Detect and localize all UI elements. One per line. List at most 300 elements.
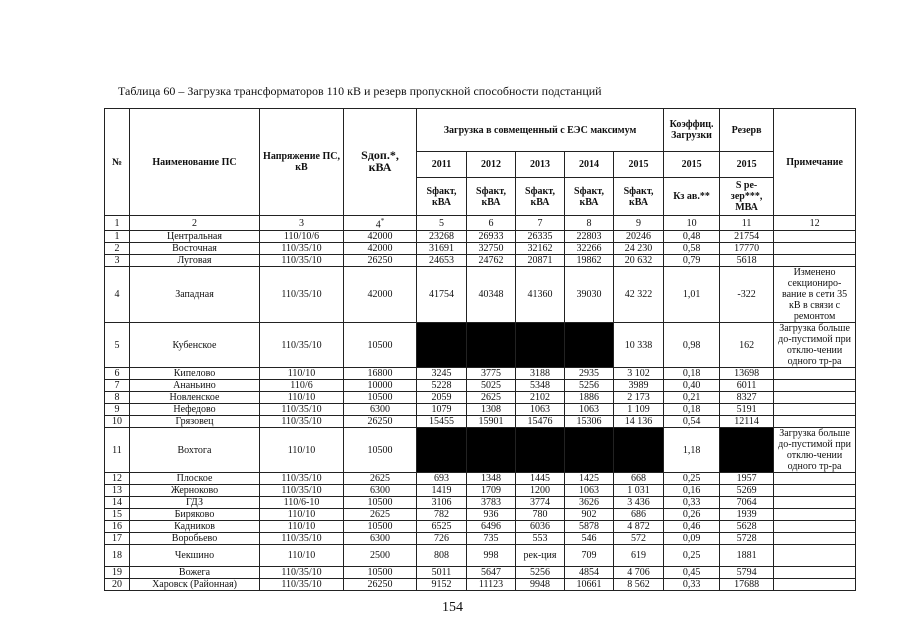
sdop-value: 10500 xyxy=(344,567,417,579)
load-2015: 572 xyxy=(614,533,664,545)
header-sdop xyxy=(344,109,417,216)
note-cell xyxy=(774,380,856,392)
reserve-value: 5618 xyxy=(720,255,774,267)
reserve-value: 1939 xyxy=(720,509,774,521)
load-2013: 26335 xyxy=(516,231,565,243)
load-2014: 1425 xyxy=(565,473,614,485)
kz-value: 0,48 xyxy=(664,231,720,243)
load-2013 xyxy=(516,323,565,368)
sdop-value: 10500 xyxy=(344,392,417,404)
row-number: 19 xyxy=(105,567,130,579)
voltage: 110/35/10 xyxy=(260,473,344,485)
row-number: 16 xyxy=(105,521,130,533)
substation-name: Луговая xyxy=(130,255,260,267)
header-year: 2012 xyxy=(467,152,516,178)
load-2011: 5228 xyxy=(417,380,467,392)
load-2015: 1 031 xyxy=(614,485,664,497)
kz-value: 0,98 xyxy=(664,323,720,368)
table-row xyxy=(105,267,856,323)
row-number: 9 xyxy=(105,404,130,416)
reserve-value: 1957 xyxy=(720,473,774,485)
load-2011: 9152 xyxy=(417,579,467,591)
sdop-value: 42000 xyxy=(344,243,417,255)
table-row xyxy=(105,392,856,404)
voltage: 110/35/10 xyxy=(260,243,344,255)
load-2014: 19862 xyxy=(565,255,614,267)
load-2014: 709 xyxy=(565,545,614,567)
kz-value: 0,54 xyxy=(664,416,720,428)
row-number: 8 xyxy=(105,392,130,404)
reserve-value: 17770 xyxy=(720,243,774,255)
header-sfact: Sфакт, кВА xyxy=(565,178,614,216)
load-2012: 26933 xyxy=(467,231,516,243)
note-cell xyxy=(774,404,856,416)
load-2013: 1063 xyxy=(516,404,565,416)
load-2013: 5348 xyxy=(516,380,565,392)
kz-value: 0,33 xyxy=(664,497,720,509)
load-2015 xyxy=(614,428,664,473)
row-number: 14 xyxy=(105,497,130,509)
load-2015: 686 xyxy=(614,509,664,521)
header-sres: S ре-зер***, МВА xyxy=(720,178,774,216)
load-2011: 3106 xyxy=(417,497,467,509)
voltage: 110/35/10 xyxy=(260,533,344,545)
note-cell xyxy=(774,509,856,521)
load-2011: 693 xyxy=(417,473,467,485)
substation-name: Биряково xyxy=(130,509,260,521)
reserve-value: 5269 xyxy=(720,485,774,497)
sdop-value: 42000 xyxy=(344,267,417,323)
table-row xyxy=(105,255,856,267)
column-number-row xyxy=(105,216,856,231)
header-year: 2011 xyxy=(417,152,467,178)
load-2013: 553 xyxy=(516,533,565,545)
load-2015: 4 706 xyxy=(614,567,664,579)
asterisk-mark: * xyxy=(380,217,385,225)
load-2014: 5256 xyxy=(565,380,614,392)
voltage: 110/10 xyxy=(260,545,344,567)
header-num: № xyxy=(105,109,130,216)
load-2011: 41754 xyxy=(417,267,467,323)
load-2015: 3989 xyxy=(614,380,664,392)
kz-value: 0,18 xyxy=(664,404,720,416)
voltage: 110/10 xyxy=(260,509,344,521)
header-sfact: Sфакт, кВА xyxy=(614,178,664,216)
load-2015: 14 136 xyxy=(614,416,664,428)
load-2011: 5011 xyxy=(417,567,467,579)
load-2014: 2935 xyxy=(565,368,614,380)
load-2015: 20246 xyxy=(614,231,664,243)
header-year: 2014 xyxy=(565,152,614,178)
row-number: 18 xyxy=(105,545,130,567)
load-2011: 808 xyxy=(417,545,467,567)
voltage: 110/6-10 xyxy=(260,497,344,509)
sdop-value: 26250 xyxy=(344,579,417,591)
kz-value: 0,33 xyxy=(664,579,720,591)
sdop-value: 2500 xyxy=(344,545,417,567)
note-cell xyxy=(774,416,856,428)
load-2011: 3245 xyxy=(417,368,467,380)
substation-name: Кубенское xyxy=(130,323,260,368)
note-cell: Загрузка больше до-пустимой при отклю-чении одного тр-ра xyxy=(774,428,856,473)
note-cell xyxy=(774,533,856,545)
voltage: 110/35/10 xyxy=(260,255,344,267)
kz-value: 0,26 xyxy=(664,509,720,521)
substation-name: Харовск (Районная) xyxy=(130,579,260,591)
load-2015: 4 872 xyxy=(614,521,664,533)
substation-name: Ананьино xyxy=(130,380,260,392)
load-2014: 1063 xyxy=(565,404,614,416)
table-row xyxy=(105,368,856,380)
reserve-value: 5794 xyxy=(720,567,774,579)
load-2015: 668 xyxy=(614,473,664,485)
load-2015: 20 632 xyxy=(614,255,664,267)
kz-value: 0,45 xyxy=(664,567,720,579)
header-reserve-year: 2015 xyxy=(720,152,774,178)
voltage: 110/35/10 xyxy=(260,567,344,579)
load-2013: 2102 xyxy=(516,392,565,404)
substation-name: Грязовец xyxy=(130,416,260,428)
load-2013: рек-ция xyxy=(516,545,565,567)
header-sfact: Sфакт, кВА xyxy=(417,178,467,216)
load-2015: 2 173 xyxy=(614,392,664,404)
reserve-value: 1881 xyxy=(720,545,774,567)
sdop-value: 2625 xyxy=(344,509,417,521)
substation-name: Кадников xyxy=(130,521,260,533)
column-number: 6 xyxy=(467,216,516,231)
voltage: 110/6 xyxy=(260,380,344,392)
kz-value: 0,58 xyxy=(664,243,720,255)
page-number: 154 xyxy=(442,600,463,615)
load-2014: 22803 xyxy=(565,231,614,243)
sdop-value: 6300 xyxy=(344,404,417,416)
load-2012: 1308 xyxy=(467,404,516,416)
load-2013: 1445 xyxy=(516,473,565,485)
load-2012: 3783 xyxy=(467,497,516,509)
kz-value: 0,40 xyxy=(664,380,720,392)
load-2012 xyxy=(467,323,516,368)
sdop-value: 2625 xyxy=(344,473,417,485)
voltage: 110/35/10 xyxy=(260,485,344,497)
sdop-value: 6300 xyxy=(344,533,417,545)
load-2011: 6525 xyxy=(417,521,467,533)
load-2013: 9948 xyxy=(516,579,565,591)
load-2011: 1419 xyxy=(417,485,467,497)
substation-name: Плоское xyxy=(130,473,260,485)
load-2011: 726 xyxy=(417,533,467,545)
load-2014 xyxy=(565,323,614,368)
reserve-value: -322 xyxy=(720,267,774,323)
voltage: 110/35/10 xyxy=(260,579,344,591)
sdop-value: 16800 xyxy=(344,368,417,380)
load-2012: 11123 xyxy=(467,579,516,591)
kz-value: 0,79 xyxy=(664,255,720,267)
substation-name: Центральная xyxy=(130,231,260,243)
load-2013: 41360 xyxy=(516,267,565,323)
column-number: 9 xyxy=(614,216,664,231)
note-cell xyxy=(774,579,856,591)
voltage: 110/35/10 xyxy=(260,267,344,323)
header-name: Наименование ПС xyxy=(130,109,260,216)
load-2013: 3774 xyxy=(516,497,565,509)
column-number: 8 xyxy=(565,216,614,231)
reserve-value: 17688 xyxy=(720,579,774,591)
reserve-value: 162 xyxy=(720,323,774,368)
header-note: Примечание xyxy=(774,109,856,216)
kz-value: 0,25 xyxy=(664,473,720,485)
reserve-value: 5728 xyxy=(720,533,774,545)
kz-value: 0,25 xyxy=(664,545,720,567)
column-number: 1 xyxy=(105,216,130,231)
kz-value: 0,21 xyxy=(664,392,720,404)
kz-value: 1,18 xyxy=(664,428,720,473)
table-row xyxy=(105,521,856,533)
row-number: 17 xyxy=(105,533,130,545)
load-2014 xyxy=(565,428,614,473)
load-2014: 39030 xyxy=(565,267,614,323)
reserve-value: 21754 xyxy=(720,231,774,243)
reserve-value: 7064 xyxy=(720,497,774,509)
note-cell xyxy=(774,497,856,509)
load-2012: 1348 xyxy=(467,473,516,485)
header-year: 2015 xyxy=(614,152,664,178)
kz-value: 0,16 xyxy=(664,485,720,497)
voltage: 110/10 xyxy=(260,368,344,380)
voltage: 110/10 xyxy=(260,521,344,533)
row-number: 1 xyxy=(105,231,130,243)
substation-name: Воробьево xyxy=(130,533,260,545)
column-number: 12 xyxy=(774,216,856,231)
column-number: 2 xyxy=(130,216,260,231)
row-number: 2 xyxy=(105,243,130,255)
substation-name: Западная xyxy=(130,267,260,323)
row-number: 7 xyxy=(105,380,130,392)
reserve-value: 8327 xyxy=(720,392,774,404)
note-cell xyxy=(774,473,856,485)
table-row xyxy=(105,509,856,521)
header-load-group: Загрузка в совмещенный с ЕЭС максимум xyxy=(417,109,664,152)
load-2015: 42 322 xyxy=(614,267,664,323)
load-2014: 902 xyxy=(565,509,614,521)
load-2013: 32162 xyxy=(516,243,565,255)
load-2012: 3775 xyxy=(467,368,516,380)
note-cell: Изменено секциониро-вание в сети 35 кВ в связи с ремонтом xyxy=(774,267,856,323)
load-2011: 24653 xyxy=(417,255,467,267)
load-2015: 3 102 xyxy=(614,368,664,380)
table-row xyxy=(105,380,856,392)
sdop-value: 26250 xyxy=(344,416,417,428)
header-voltage: Напряжение ПС, кВ xyxy=(260,109,344,216)
load-2012: 15901 xyxy=(467,416,516,428)
note-cell xyxy=(774,545,856,567)
load-2013: 20871 xyxy=(516,255,565,267)
load-2014: 546 xyxy=(565,533,614,545)
column-number: 10 xyxy=(664,216,720,231)
transformer-load-table xyxy=(104,108,856,591)
load-2011 xyxy=(417,323,467,368)
header-sdop-unit: кВА xyxy=(368,160,392,174)
load-2011 xyxy=(417,428,467,473)
load-2015: 10 338 xyxy=(614,323,664,368)
row-number: 11 xyxy=(105,428,130,473)
load-2012: 1709 xyxy=(467,485,516,497)
sdop-value: 26250 xyxy=(344,255,417,267)
load-2014: 1063 xyxy=(565,485,614,497)
load-2013: 6036 xyxy=(516,521,565,533)
voltage: 110/35/10 xyxy=(260,323,344,368)
sdop-value: 10500 xyxy=(344,521,417,533)
sdop-value: 10500 xyxy=(344,428,417,473)
note-cell xyxy=(774,231,856,243)
load-2012 xyxy=(467,428,516,473)
substation-name: Вожега xyxy=(130,567,260,579)
load-2015: 1 109 xyxy=(614,404,664,416)
table-row xyxy=(105,416,856,428)
table-row xyxy=(105,404,856,416)
substation-name: Нефедово xyxy=(130,404,260,416)
substation-name: Чекшино xyxy=(130,545,260,567)
table-row xyxy=(105,567,856,579)
row-number: 20 xyxy=(105,579,130,591)
load-2011: 1079 xyxy=(417,404,467,416)
row-number: 12 xyxy=(105,473,130,485)
load-2014: 4854 xyxy=(565,567,614,579)
load-2012: 2625 xyxy=(467,392,516,404)
load-2013: 3188 xyxy=(516,368,565,380)
note-cell xyxy=(774,243,856,255)
load-2014: 1886 xyxy=(565,392,614,404)
reserve-value: 12114 xyxy=(720,416,774,428)
load-2014: 32266 xyxy=(565,243,614,255)
load-2013: 15476 xyxy=(516,416,565,428)
voltage: 110/35/10 xyxy=(260,404,344,416)
load-2015: 24 230 xyxy=(614,243,664,255)
kz-value: 0,09 xyxy=(664,533,720,545)
kz-value: 1,01 xyxy=(664,267,720,323)
header-sfact: Sфакт, кВА xyxy=(516,178,565,216)
column-number: 11 xyxy=(720,216,774,231)
load-2012: 998 xyxy=(467,545,516,567)
load-2014: 10661 xyxy=(565,579,614,591)
substation-name: Кипелово xyxy=(130,368,260,380)
load-2013: 5256 xyxy=(516,567,565,579)
header-sfact: Sфакт, кВА xyxy=(467,178,516,216)
sdop-value: 10500 xyxy=(344,323,417,368)
table-row xyxy=(105,485,856,497)
table-row xyxy=(105,579,856,591)
kz-value: 0,46 xyxy=(664,521,720,533)
row-number: 3 xyxy=(105,255,130,267)
header-sdop-main: Sдоп.*, xyxy=(361,148,399,162)
note-cell xyxy=(774,485,856,497)
reserve-value xyxy=(720,428,774,473)
load-2011: 23268 xyxy=(417,231,467,243)
table-row xyxy=(105,497,856,509)
table-row xyxy=(105,231,856,243)
table-row xyxy=(105,533,856,545)
substation-name: Восточная xyxy=(130,243,260,255)
load-2011: 31691 xyxy=(417,243,467,255)
column-number: 3 xyxy=(260,216,344,231)
header-coef-year: 2015 xyxy=(664,152,720,178)
load-2011: 782 xyxy=(417,509,467,521)
column-number: 5 xyxy=(417,216,467,231)
substation-name: Вохтога xyxy=(130,428,260,473)
table-row xyxy=(105,545,856,567)
substation-name: ГДЗ xyxy=(130,497,260,509)
load-2013: 780 xyxy=(516,509,565,521)
header-kz: Кз ав.** xyxy=(664,178,720,216)
note-cell xyxy=(774,567,856,579)
reserve-value: 5628 xyxy=(720,521,774,533)
load-2013: 1200 xyxy=(516,485,565,497)
sdop-value: 6300 xyxy=(344,485,417,497)
note-cell xyxy=(774,521,856,533)
header-coef-group: Коэффиц. Загрузки xyxy=(664,109,720,152)
note-cell xyxy=(774,392,856,404)
header-year: 2013 xyxy=(516,152,565,178)
sdop-value: 42000 xyxy=(344,231,417,243)
column-number: 7 xyxy=(516,216,565,231)
row-number: 10 xyxy=(105,416,130,428)
load-2012: 936 xyxy=(467,509,516,521)
note-cell xyxy=(774,255,856,267)
load-2015: 8 562 xyxy=(614,579,664,591)
load-2012: 5647 xyxy=(467,567,516,579)
voltage: 110/10 xyxy=(260,428,344,473)
note-cell xyxy=(774,368,856,380)
voltage: 110/35/10 xyxy=(260,416,344,428)
load-2012: 24762 xyxy=(467,255,516,267)
note-cell: Загрузка больше до-пустимой при отклю-чении одного тр-ра xyxy=(774,323,856,368)
kz-value: 0,18 xyxy=(664,368,720,380)
reserve-value: 5191 xyxy=(720,404,774,416)
sdop-value: 10500 xyxy=(344,497,417,509)
reserve-value: 13698 xyxy=(720,368,774,380)
row-number: 5 xyxy=(105,323,130,368)
load-2012: 32750 xyxy=(467,243,516,255)
load-2014: 15306 xyxy=(565,416,614,428)
load-2011: 15455 xyxy=(417,416,467,428)
row-number: 6 xyxy=(105,368,130,380)
load-2011: 2059 xyxy=(417,392,467,404)
load-2012: 6496 xyxy=(467,521,516,533)
sdop-value: 10000 xyxy=(344,380,417,392)
load-2014: 3626 xyxy=(565,497,614,509)
voltage: 110/10/6 xyxy=(260,231,344,243)
row-number: 4 xyxy=(105,267,130,323)
substation-name: Жерноково xyxy=(130,485,260,497)
table-caption: Таблица 60 – Загрузка трансформаторов 110 кВ и резерв пропускной способности подстанций xyxy=(118,84,602,98)
load-2014: 5878 xyxy=(565,521,614,533)
load-2015: 619 xyxy=(614,545,664,567)
reserve-value: 6011 xyxy=(720,380,774,392)
row-number: 15 xyxy=(105,509,130,521)
column-number: 4* xyxy=(344,216,417,231)
load-2012: 5025 xyxy=(467,380,516,392)
table-row xyxy=(105,428,856,473)
load-2012: 735 xyxy=(467,533,516,545)
load-2012: 40348 xyxy=(467,267,516,323)
table-row xyxy=(105,323,856,368)
load-2013 xyxy=(516,428,565,473)
table-row xyxy=(105,473,856,485)
header-reserve-group: Резерв xyxy=(720,109,774,152)
voltage: 110/10 xyxy=(260,392,344,404)
load-2015: 3 436 xyxy=(614,497,664,509)
substation-name: Новленское xyxy=(130,392,260,404)
table-row xyxy=(105,243,856,255)
